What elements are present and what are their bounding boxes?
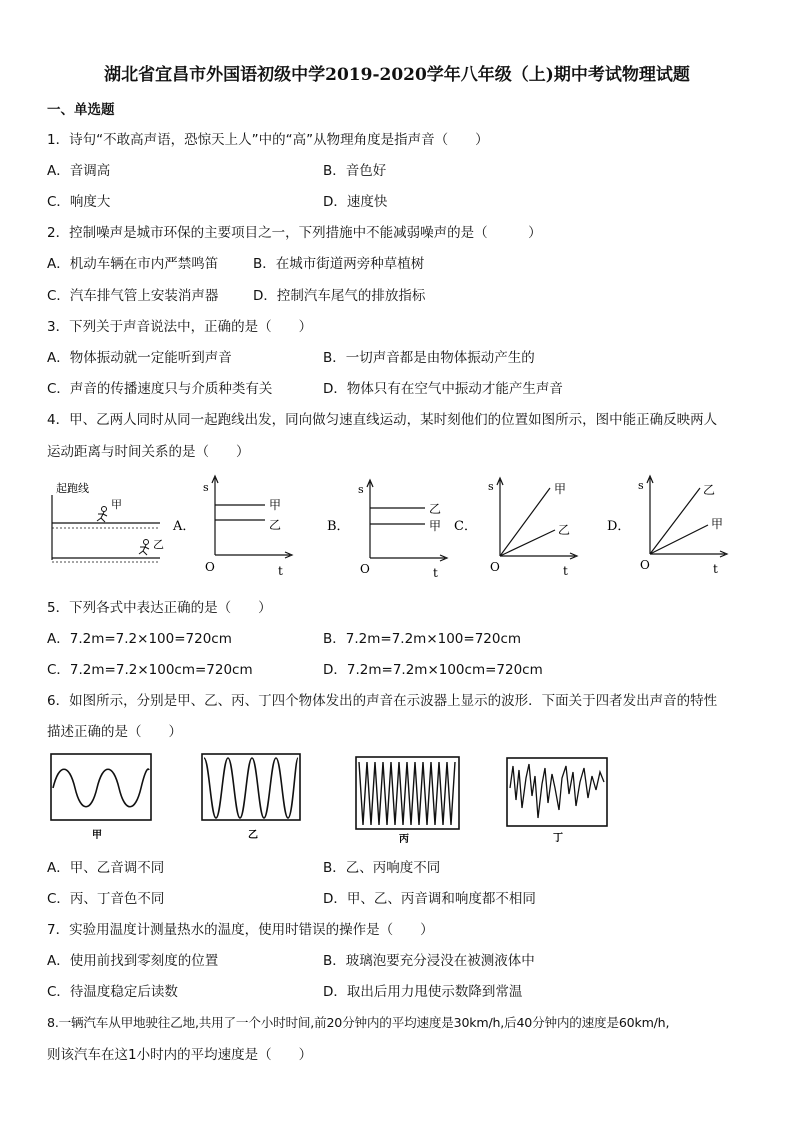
q7-stem: 7．实验用温度计测量热水的温度，使用时错误的操作是（ ） xyxy=(47,922,434,938)
graph-a-jia-label: 甲 xyxy=(269,498,282,512)
q7-option-d[interactable]: D．取出后用力甩使示数降到常温 xyxy=(323,984,523,1000)
q3-option-a[interactable]: A．物体振动就一定能听到声音 xyxy=(47,350,232,366)
track-illustration xyxy=(52,481,164,562)
graph-a-yi-label: 乙 xyxy=(269,518,282,532)
graph-a-t-label: t xyxy=(278,564,283,578)
q4-option-b-label[interactable]: B． xyxy=(327,519,350,534)
q4-option-a-label[interactable]: A． xyxy=(173,519,196,534)
q5-option-d[interactable]: D．7.2m=7.2m×100cm=720cm xyxy=(323,662,543,678)
wave-jia xyxy=(53,769,149,807)
q8-stem-line2: 则该汽车在这1小时内的平均速度是（ ） xyxy=(47,1047,313,1063)
q2-option-b[interactable]: B．在城市街道两旁种草植树 xyxy=(253,256,425,272)
wave-bing xyxy=(359,762,455,825)
label-yi: 乙 xyxy=(248,830,258,841)
q6-option-a[interactable]: A．甲、乙音调不同 xyxy=(47,860,165,876)
graph-d-t-label: t xyxy=(713,562,718,576)
q5-option-b[interactable]: B．7.2m=7.2m×100=720cm xyxy=(323,631,522,647)
line-yi xyxy=(500,530,555,556)
q7-option-c[interactable]: C．待温度稳定后读数 xyxy=(47,984,178,1000)
graph-b-t-label: t xyxy=(433,566,438,580)
q2-option-a[interactable]: A．机动车辆在市内严禁鸣笛 xyxy=(47,256,219,272)
label-jia: 甲 xyxy=(92,830,102,841)
q6-stem-line1: 6．如图所示，分别是甲、乙、丙、丁四个物体发出的声音在示波器上显示的波形．下面关于四者发出声音的特性 xyxy=(47,693,718,709)
graph-b-yi-label: 乙 xyxy=(429,502,442,516)
q6-option-c[interactable]: C．丙、丁音色不同 xyxy=(47,891,165,907)
graph-d-o-label: O xyxy=(640,558,650,572)
graph-a-o-label: O xyxy=(205,560,215,574)
runner-jia-label: 甲 xyxy=(111,498,122,511)
graph-c-s-label: s xyxy=(488,480,494,493)
q1-option-b[interactable]: B．音色好 xyxy=(323,163,387,179)
wave-yi xyxy=(204,758,298,818)
graph-c-t-label: t xyxy=(563,564,568,578)
wave-ding xyxy=(510,764,604,818)
q6-stem-line2: 描述正确的是（ ） xyxy=(47,724,182,740)
q1-option-a[interactable]: A．音调高 xyxy=(47,163,111,179)
graph-d-s-label: s xyxy=(638,479,644,492)
graph-c-o-label: O xyxy=(490,560,500,574)
q4-figure xyxy=(40,470,760,585)
label-bing: 丙 xyxy=(399,834,409,845)
runner-jia-icon xyxy=(97,507,107,523)
q7-option-b[interactable]: B．玻璃泡要充分浸没在被测液体中 xyxy=(323,953,535,969)
screen-ding xyxy=(507,758,607,826)
graph-d-jia-label: 甲 xyxy=(711,517,724,531)
q2-option-d[interactable]: D．控制汽车尾气的排放指标 xyxy=(253,288,426,304)
graph-b-jia-label: 甲 xyxy=(429,519,442,533)
section-heading: 一、单选题 xyxy=(47,102,115,118)
q3-option-c[interactable]: C．声音的传播速度只与介质种类有关 xyxy=(47,381,273,397)
q5-option-a[interactable]: A．7.2m=7.2×100=720cm xyxy=(47,631,232,647)
graph-b-s-label: s xyxy=(358,483,364,496)
q1-option-c[interactable]: C．响度大 xyxy=(47,194,111,210)
line-jia xyxy=(500,488,550,556)
graph-b-o-label: O xyxy=(360,562,370,576)
q5-stem: 5．下列各式中表达正确的是（ ） xyxy=(47,600,272,616)
q1-stem: 1．诗句“不敢高声语，恐惊天上人”中的“高”从物理角度是指声音（ ） xyxy=(47,132,489,148)
line-jia xyxy=(650,525,708,554)
q6-option-b[interactable]: B．乙、丙响度不同 xyxy=(323,860,441,876)
q3-stem: 3．下列关于声音说法中，正确的是（ ） xyxy=(47,319,313,335)
line-yi xyxy=(650,488,700,554)
q5-option-c[interactable]: C．7.2m=7.2×100cm=720cm xyxy=(47,662,253,678)
q4-option-c-label[interactable]: C． xyxy=(454,519,477,534)
graph-d-yi-label: 乙 xyxy=(703,483,716,497)
q2-stem: 2．控制噪声是城市环保的主要项目之一，下列措施中不能减弱噪声的是（ ） xyxy=(47,225,542,241)
graph-a[interactable] xyxy=(212,476,292,558)
q8-stem-line1: 8.一辆汽车从甲地驶往乙地,共用了一个小时时间,前20分钟内的平均速度是30km/h,后40分钟内的速度是60km/h, xyxy=(47,1015,670,1030)
q6-option-d[interactable]: D．甲、乙、丙音调和响度都不相同 xyxy=(323,891,536,907)
graph-c-yi-label: 乙 xyxy=(558,523,571,537)
q3-option-d[interactable]: D．物体只有在空气中振动才能产生声音 xyxy=(323,381,563,397)
q4-stem-line2: 运动距离与时间关系的是（ ） xyxy=(47,444,250,460)
q4-stem-line1: 4．甲、乙两人同时从同一起跑线出发，同向做匀速直线运动，某时刻他们的位置如图所示，图中能正确反映两人 xyxy=(47,412,718,428)
q6-oscilloscope-figure xyxy=(45,748,625,848)
q2-option-c[interactable]: C．汽车排气管上安装消声器 xyxy=(47,288,219,304)
graph-a-s-label: s xyxy=(203,481,209,494)
graph-c-jia-label: 甲 xyxy=(554,482,567,496)
screen-jia xyxy=(51,754,151,820)
q1-option-d[interactable]: D．速度快 xyxy=(323,194,388,210)
start-line-label: 起跑线 xyxy=(56,482,89,495)
page-title: 湖北省宜昌市外国语初级中学2019-2020学年八年级（上)期中考试物理试题 xyxy=(104,65,690,85)
runner-yi-label: 乙 xyxy=(153,538,164,551)
runner-yi-icon xyxy=(139,540,149,556)
q7-option-a[interactable]: A．使用前找到零刻度的位置 xyxy=(47,953,219,969)
q3-option-b[interactable]: B．一切声音都是由物体振动产生的 xyxy=(323,350,535,366)
q4-option-d-label[interactable]: D． xyxy=(607,519,631,534)
label-ding: 丁 xyxy=(553,833,563,844)
